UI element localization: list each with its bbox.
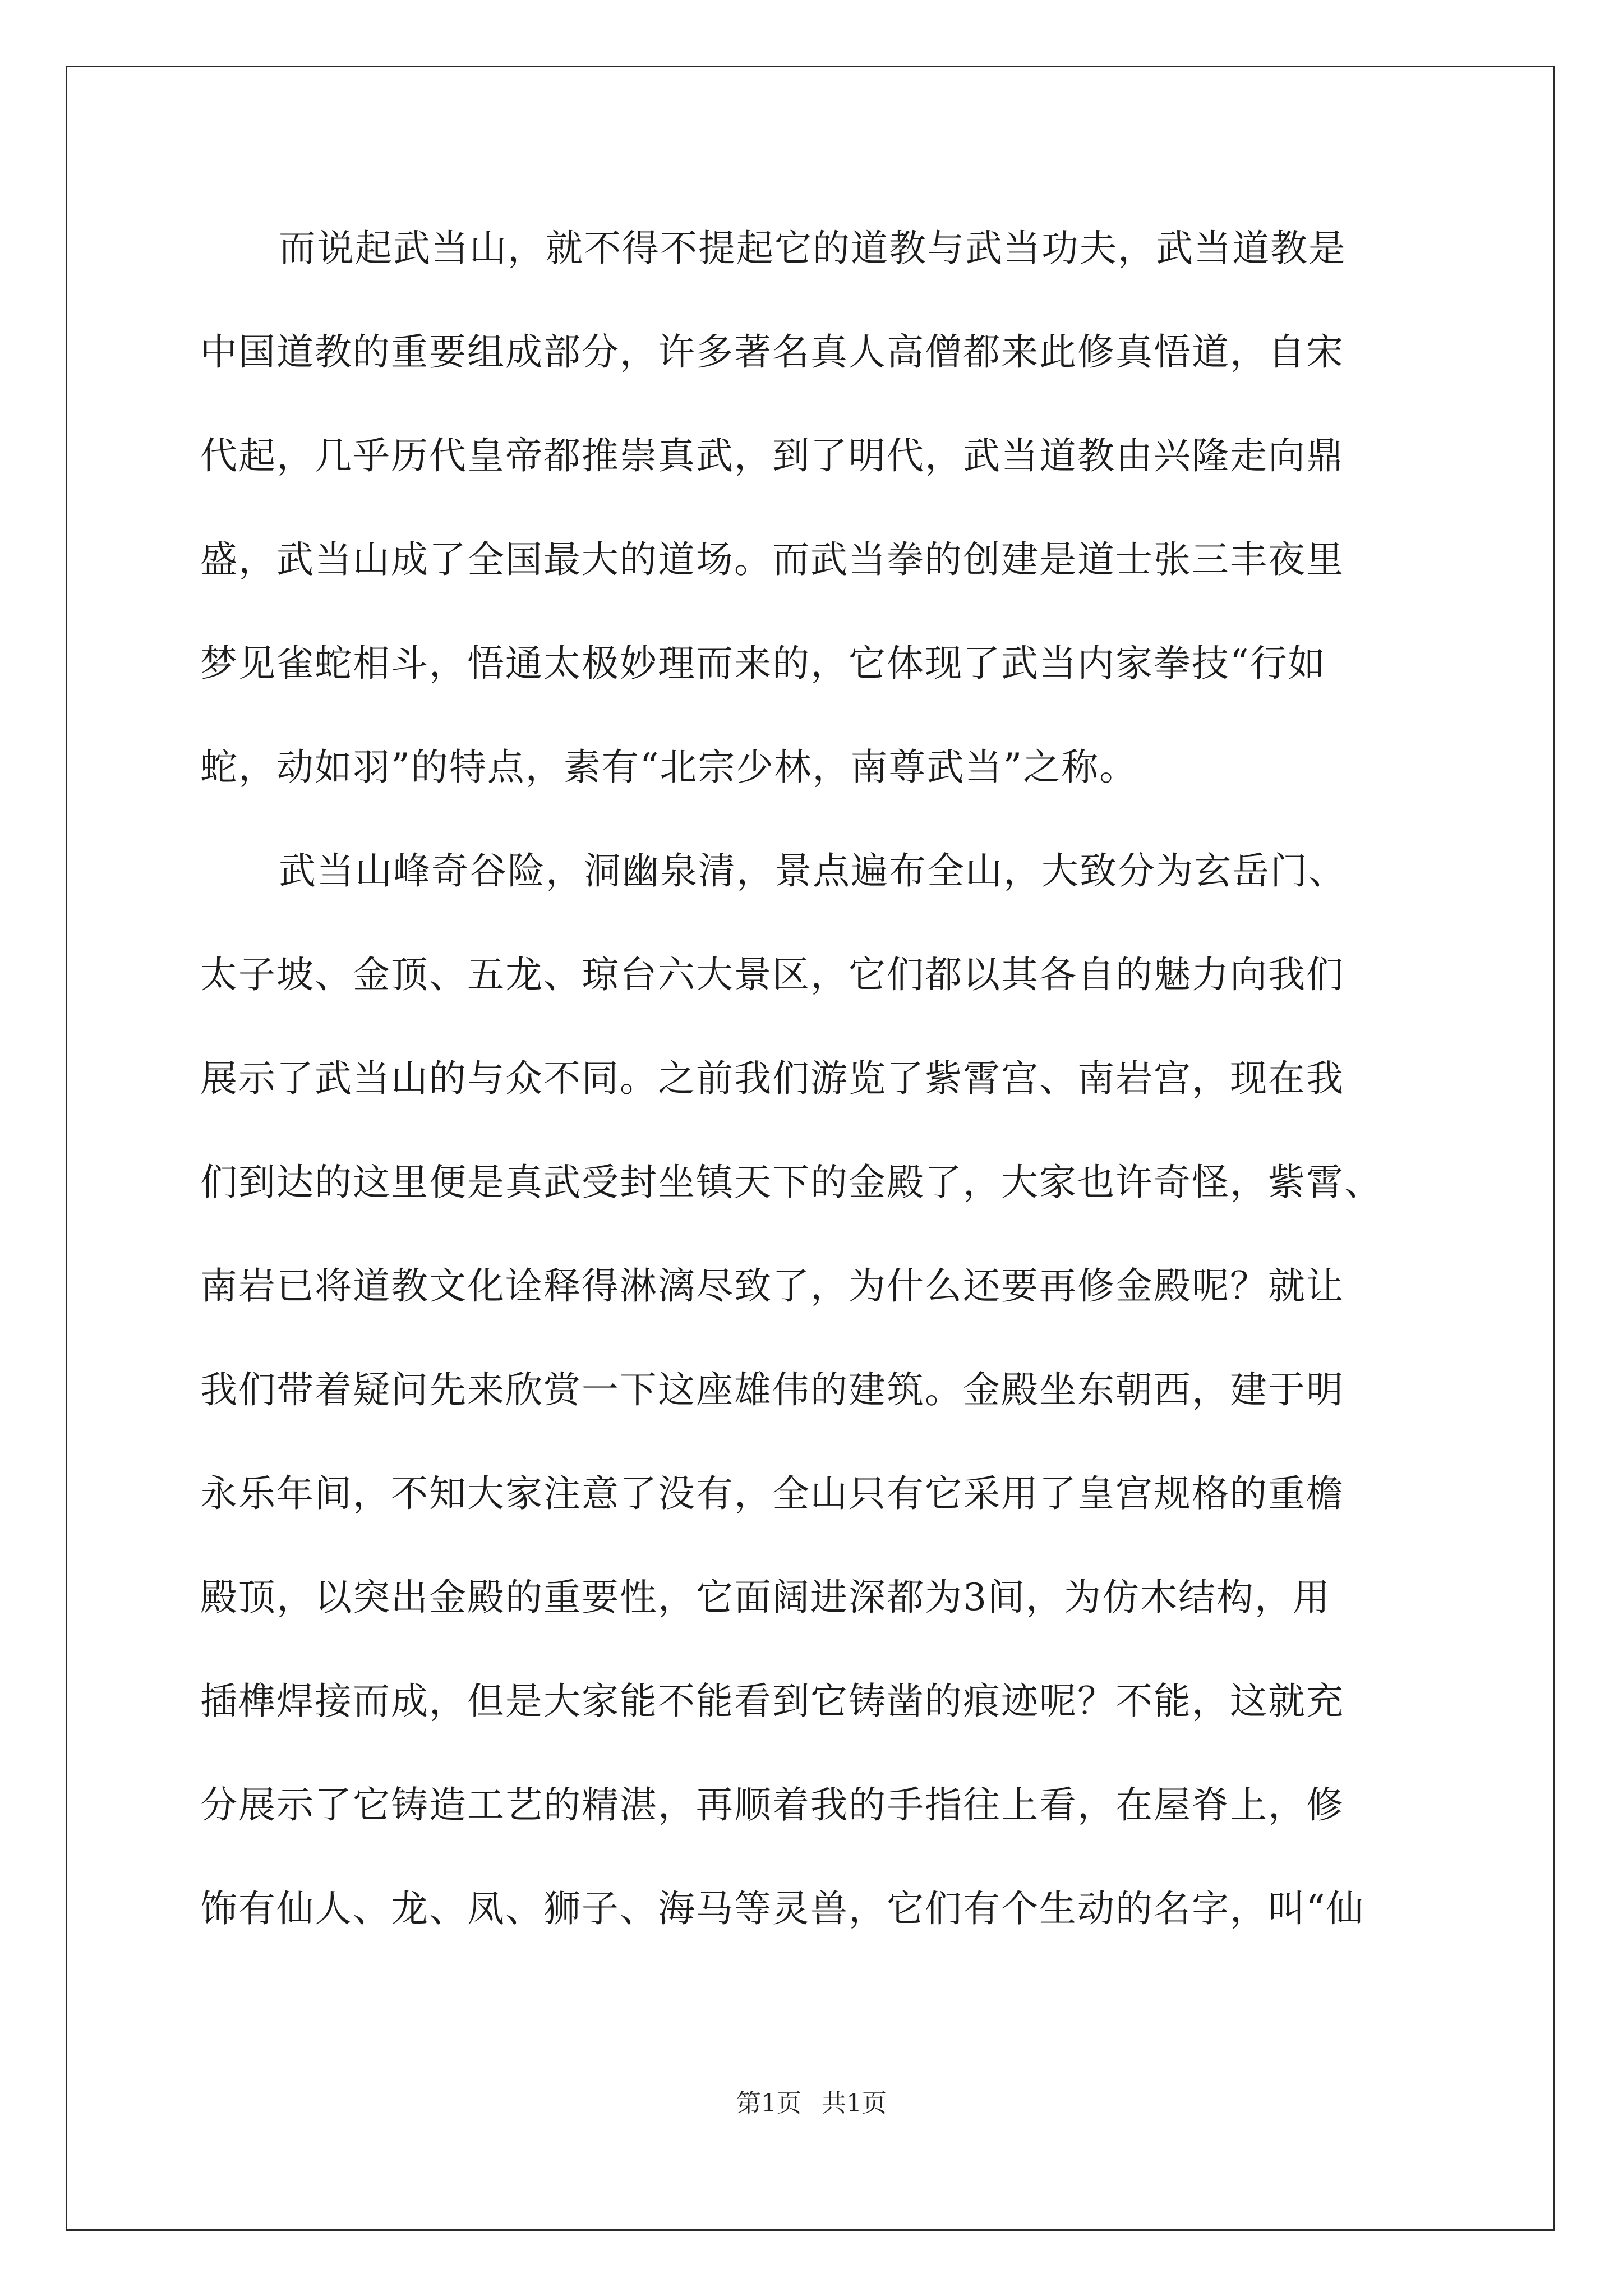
text-line: 展示了武当山的与众不同。之前我们游览了紫霄宫、南岩宫，现在我 xyxy=(200,1057,1344,1100)
text-line: 中国道教的重要组成部分，许多著名真人高僧都来此修真悟道，自宋 xyxy=(200,330,1344,374)
text-line: 武当山峰奇谷险，洞幽泉清，景点遍布全山，大致分为玄岳门、 xyxy=(279,849,1347,892)
text-line: 饰有仙人、龙、凤、狮子、海马等灵兽，它们有个生动的名字，叫“仙 xyxy=(200,1887,1364,1930)
text-line: 我们带着疑问先来欣赏一下这座雄伟的建筑。金殿坐东朝西，建于明 xyxy=(200,1368,1344,1411)
text-line: 梦见雀蛇相斗，悟通太极妙理而来的，它体现了武当内家拳技“行如 xyxy=(200,642,1326,685)
text-line: 们到达的这里便是真武受封坐镇天下的金殿了，大家也许奇怪，紫霄、 xyxy=(200,1161,1382,1204)
text-line: 插榫焊接而成，但是大家能不能看到它铸凿的痕迹呢？不能，这就充 xyxy=(200,1680,1344,1723)
page-footer xyxy=(0,2087,1623,2120)
text-line: 代起，几乎历代皇帝都推崇真武，到了明代，武当道教由兴隆走向鼎 xyxy=(200,434,1344,477)
text-line: 殿顶，以突出金殿的重要性，它面阔进深都为3间，为仿木结构，用 xyxy=(200,1576,1331,1619)
text-line: 而说起武当山，就不得不提起它的道教与武当功夫，武当道教是 xyxy=(279,227,1347,270)
text-line: 南岩已将道教文化诠释得淋漓尽致了，为什么还要再修金殿呢？就让 xyxy=(200,1264,1344,1308)
text-line: 蛇，动如羽”的特点，素有“北宗少林，南尊武当”之称。 xyxy=(200,746,1138,789)
text-line: 永乐年间，不知大家注意了没有，全山只有它采用了皇宫规格的重檐 xyxy=(200,1472,1344,1515)
text-line: 太子坡、金顶、五龙、琼台六大景区，它们都以其各自的魅力向我们 xyxy=(200,953,1344,996)
page-total: 共1页 xyxy=(822,2089,887,2118)
page-number: 第1页 xyxy=(736,2089,801,2118)
text-line: 分展示了它铸造工艺的精湛，再顺着我的手指往上看，在屋脊上，修 xyxy=(200,1783,1344,1826)
text-line: 盛，武当山成了全国最大的道场。而武当拳的创建是道士张三丰夜里 xyxy=(200,538,1344,581)
